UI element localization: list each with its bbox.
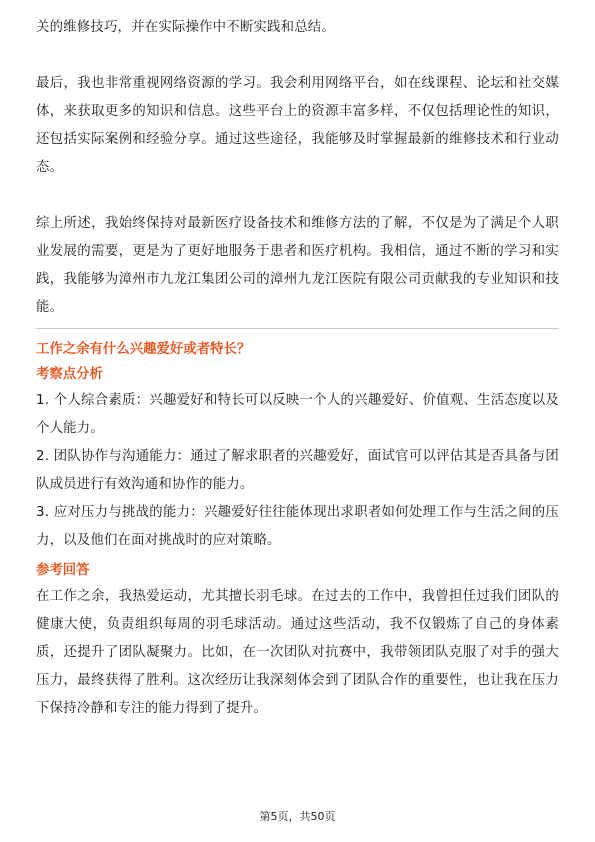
analysis-point: 3. 应对压力与挑战的能力：兴趣爱好往往能体现出求职者如何处理工作与生活之间的压力，以及他们在面对挑战时的应对策略。: [36, 505, 559, 548]
paragraph-gap: [36, 42, 559, 70]
paragraph-gap: [36, 182, 559, 210]
answer-heading: 参考回答: [36, 563, 90, 578]
intro-tail-paragraph: 关的维修技巧，并在实际操作中不断实践和总结。: [36, 20, 335, 35]
page-content: [36, 14, 559, 723]
summary-paragraph: 综上所述，我始终保持对最新医疗设备技术和维修方法的了解，不仅是为了满足个人职业发展的需要，更是为了更好地服务于患者和医疗机构。我相信，通过不断的学习和实践，我能够为漳州市九龙江集团公司的漳州九龙江医院有限公司贡献我的专业知识和技能。: [36, 216, 559, 315]
analysis-point: 2. 团队协作与沟通能力：通过了解求职者的兴趣爱好，面试官可以评估其是否具备与团队成员进行有效沟通和协作的能力。: [36, 449, 559, 492]
section-divider: [36, 328, 559, 329]
network-paragraph: 最后，我也非常重视网络资源的学习。我会利用网络平台，如在线课程、论坛和社交媒体，来获取更多的知识和信息。这些平台上的资源丰富多样，不仅包括理论性的知识，还包括实际案例和经验分享。通过这些途径，我能够及时掌握最新的维修技术和行业动态。: [36, 76, 559, 175]
question-heading: 工作之余有什么兴趣爱好或者特长？: [36, 342, 251, 357]
analysis-point: 1. 个人综合素质：兴趣爱好和特长可以反映一个人的兴趣爱好、价值观、生活态度以及个人能力。: [36, 393, 559, 436]
analysis-heading: 考察点分析: [36, 367, 103, 382]
page-number: 第5页，共50页: [259, 810, 336, 823]
answer-paragraph: 在工作之余，我热爱运动，尤其擅长羽毛球。在过去的工作中，我曾担任过我们团队的健康大使，负责组织每周的羽毛球活动。通过这些活动，我不仅锻炼了自己的身体素质，还提升了团队凝聚力。比如，在一次团队对抗赛中，我带领团队克服了对手的强大压力，最终获得了胜利。这次经历让我深刻体会到了团队合作的重要性，也让我在压力下保持冷静和专注的能力得到了提升。: [36, 589, 559, 716]
